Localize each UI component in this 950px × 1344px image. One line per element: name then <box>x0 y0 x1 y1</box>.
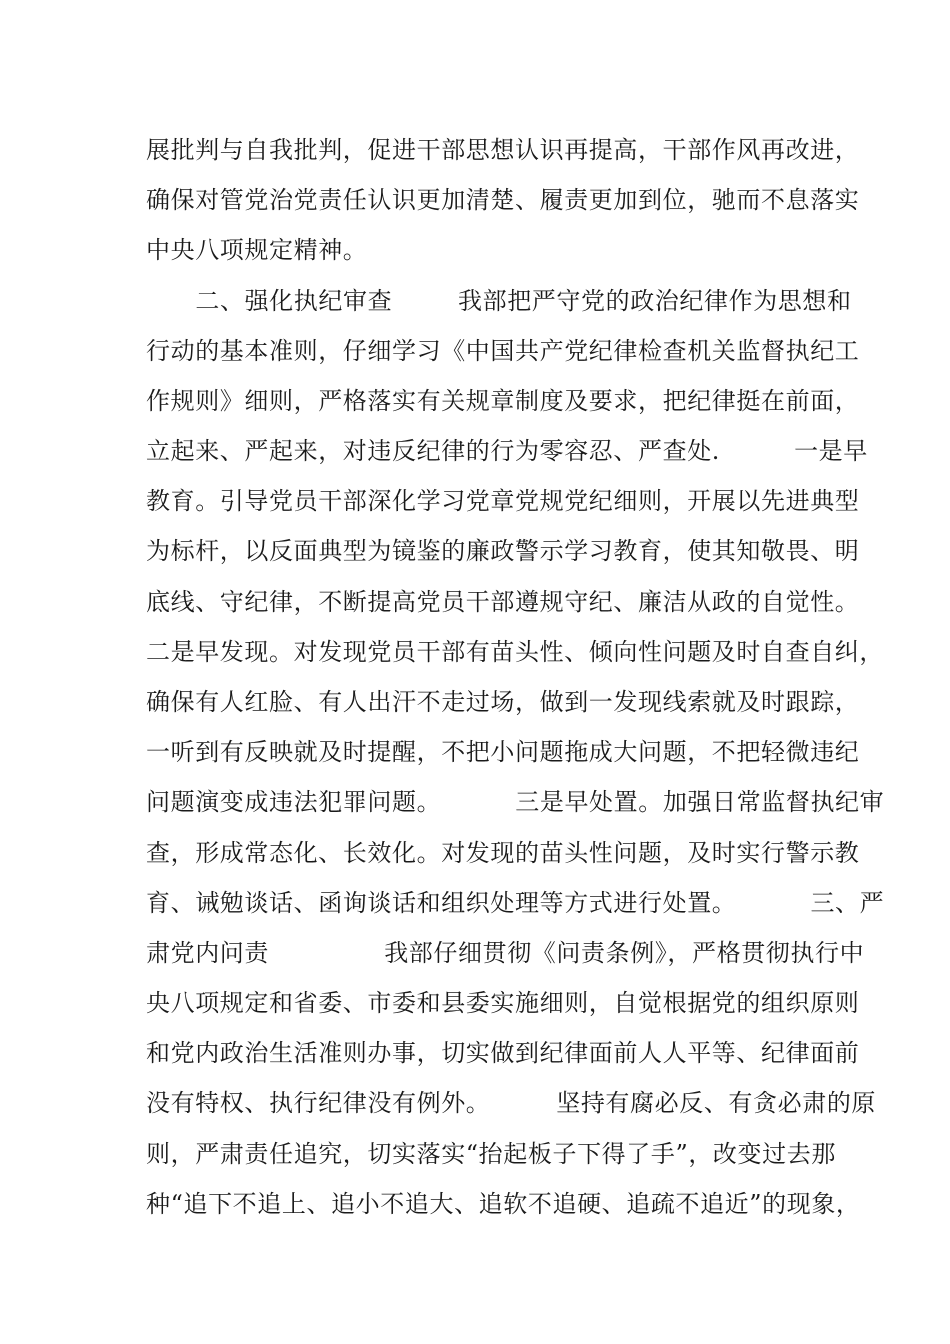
text-line: 确保对管党治党责任认识更加清楚、履责更加到位，驰而不息落实 <box>146 186 860 214</box>
text-line: 底线、守纪律，不断提高党员干部遵规守纪、廉洁从政的自觉性。 <box>146 588 860 616</box>
text-line: 行动的基本准则，仔细学习《中国共产党纪律检查机关监督执纪工 <box>146 337 860 365</box>
text-line: 教育。引导党员干部深化学习党章党规党纪细则，开展以先进典型 <box>146 487 860 515</box>
text-line: 二、强化执纪审查 我部把严守党的政治纪律作为思想和 <box>146 287 852 315</box>
text-line: 育、诫勉谈话、函询谈话和组织处理等方式进行处置。 三、严 <box>146 889 885 917</box>
text-line: 一听到有反映就及时提醒，不把小问题拖成大问题，不把轻微违纪 <box>146 738 860 766</box>
text-line: 和党内政治生活准则办事，切实做到纪律面前人人平等、纪律面前 <box>146 1039 860 1067</box>
text-line: 则，严肃责任追究，切实落实“抬起板子下得了手”，改变过去那 <box>146 1140 836 1168</box>
text-line: 种“追下不追上、追小不追大、追软不追硬、追疏不追近”的现象， <box>146 1190 861 1218</box>
text-line: 肃党内问责 我部仔细贯彻《问责条例》，严格贯彻执行中 <box>146 939 865 967</box>
text-line: 为标杆，以反面典型为镜鉴的廉政警示学习教育，使其知敬畏、明 <box>146 537 860 565</box>
text-line: 二是早发现。对发现党员干部有苗头性、倾向性问题及时自查自纠， <box>146 638 884 666</box>
text-line: 展批判与自我批判，促进干部思想认识再提高，干部作风再改进， <box>146 136 860 164</box>
text-line: 查，形成常态化、长效化。对发现的苗头性问题，及时实行警示教 <box>146 839 860 867</box>
text-line: 确保有人红脸、有人出汗不走过场，做到一发现线索就及时跟踪， <box>146 688 860 716</box>
text-line: 问题演变成违法犯罪问题。 三是早处置。加强日常监督执纪审 <box>146 788 885 816</box>
text-line: 中央八项规定精神。 <box>146 236 368 264</box>
text-line: 央八项规定和省委、市委和县委实施细则，自觉根据党的组织原则 <box>146 989 860 1017</box>
text-line: 没有特权、执行纪律没有例外。 坚持有腐必反、有贪必肃的原 <box>146 1089 877 1117</box>
text-line: 作规则》细则，严格落实有关规章制度及要求，把纪律挺在前面， <box>146 387 860 415</box>
text-line: 立起来、严起来，对违反纪律的行为零容忍、严查处. 一是早 <box>146 437 868 465</box>
